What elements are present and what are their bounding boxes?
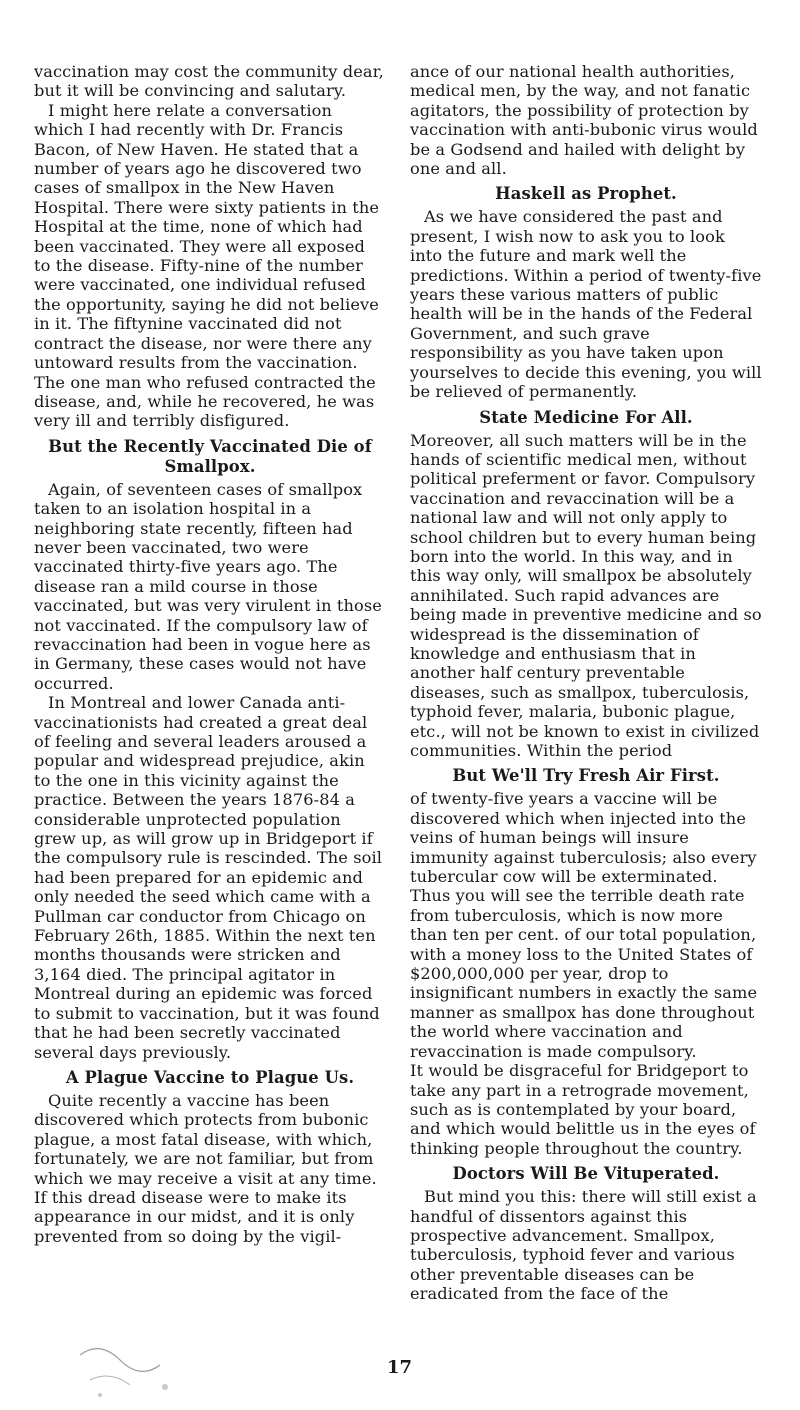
paragraph: It would be disgraceful for Bridgeport to take any part in a retrograde movement, such as is contemplated by your board, and which would belittle us in the eyes of thinking people throughout the country. [410,1061,756,1158]
section-heading: Haskell as Prophet. [495,184,677,204]
paragraph: I might here relate a conversation which I had recently with Dr. Francis Bacon, of New Haven. He stated that a number of years ago he discovered two cases of smallpox in the New Haven Hospital. There were sixty patients in the Hospital at the time, none of which had been vaccinated. They were all exposed to the disease. Fifty-nine of the number were vaccinated, one individual refused the opportunity, saying he did not believe in it. The fiftynine vaccinated did not contract the disease, nor were there any untoward results from the vaccination. The one man who refused contracted the disease, and, while he recovered, he was very ill and terribly disfigured. [34,100,380,431]
left-column [34,62,386,1246]
paragraph: Again, of seventeen cases of smallpox taken to an isolation hospital in a neighboring state recently, fifteen had never been vaccinated, two were vaccinated thirty-five years ago. The disease ran a mild course in those vaccinated, but was very virulent in those not vaccinated. If the compulsory law of revaccination had been in vogue here as in Germany, these cases would not have occurred. [34,479,382,693]
ink-smudge-mark [70,1335,180,1405]
paragraph: vaccination may cost the community dear, but it will be convincing and salutary. [34,62,384,101]
paragraph: But mind you this: there will still exist a handful of dissentors against this prospective advancement. Smallpox, tuberculosis, typhoid fever and various other preventable diseases can be eradicated from the face of the [410,1187,757,1304]
section-heading: But the Recently Vaccinated Die of Smallpox. [48,436,372,476]
paragraph: of twenty-five years a vaccine will be discovered which when injected into the veins of human beings will insure immunity against tuberculosis; also every tubercular cow will be exterminated. Thus you will see the terrible death rate from tuberculosis, which is now more than ten per cent. of our total population, with a money loss to the United States of $200,000,000 per year, drop to insignificant numbers in exactly the same manner as smallpox has done throughout the world where vaccination and revaccination is made compulsory. [410,789,758,1061]
right-column [410,62,762,1304]
section-heading: State Medicine For All. [479,407,693,427]
section-heading: But We'll Try Fresh Air First. [452,766,720,786]
paragraph: Quite recently a vaccine has been discovered which protects from bubonic plague, a most fatal disease, with which, fortunately, we are not familiar, but from which we may receive a visit at any time. If this dread disease were to make its appearance in our midst, and it is only prevented from so doing by the vigil- [34,1090,377,1246]
section-heading: Doctors Will Be Vituperated. [452,1164,720,1184]
paragraph: As we have considered the past and present, I wish now to ask you to look into the future and mark well the predictions. Within a period of twenty-five years these various matters of public health will be in the hands of the Federal Government, and such grave responsibility as you have taken upon yourselves to decide this evening, you will be relieved of permanently. [410,207,762,402]
paragraph: In Montreal and lower Canada anti-vaccinationists had created a great deal of feeling and several leaders aroused a popular and widespread prejudice, akin to the one in this vicinity against the practice. Between the years 1876-84 a considerable unprotected population grew up, as will grow up in Bridgeport if the compulsory rule is rescinded. The soil had been prepared for an epidemic and only needed the seed which came with a Pullman car conductor from Chicago on February 26th, 1885. Within the next ten months thousands were stricken and 3,164 died. The principal agitator in Montreal during an epidemic was forced to submit to vaccination, but it was found that he had been secretly vaccinated several days previously. [34,693,383,1062]
paragraph: ance of our national health authorities, medical men, by the way, and not fanatic agitators, the possibility of protection by vaccination with anti-bubonic virus would be a Godsend and hailed with delight by one and all. [410,62,758,179]
section-heading: A Plague Vaccine to Plague Us. [65,1067,355,1087]
page-number: 17 [387,1357,413,1378]
paragraph: Moreover, all such matters will be in the hands of scientific medical men, without political preferment or favor. Compulsory vaccination and revaccination will be a national law and will not only apply to school children but to every human being born into the world. In this way, and in this way only, will smallpox be absolutely annihilated. Such rapid advances are being made in preventive medicine and so widespread is the dissemination of knowledge and enthusiasm that in another half century preventable diseases, such as smallpox, tuberculosis, typhoid fever, malaria, bubonic plague, etc., will not be known to exist in civilized communities. Within the period [410,430,762,760]
